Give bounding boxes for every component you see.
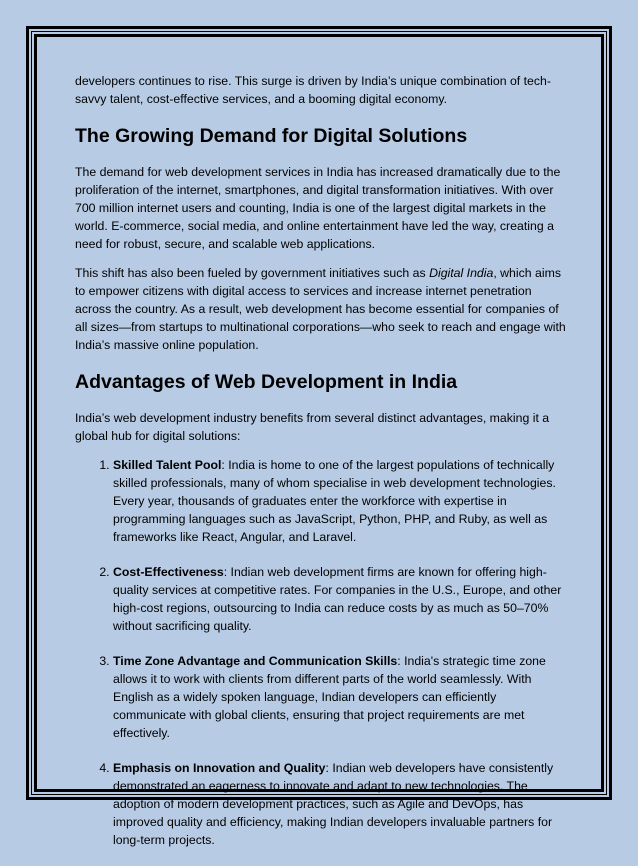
demand-paragraph-2 (75, 264, 571, 354)
document-body (75, 72, 571, 866)
digital-india-emphasis: Digital India (429, 266, 494, 280)
list-item (113, 759, 571, 849)
list-item (113, 563, 571, 635)
list-item-term: Skilled Talent Pool (113, 458, 222, 472)
demand-paragraph-2-end: , which aims to empower citizens with digital access to services and increase internet penetration across the country. As a result, web development has become essential for companies of all sizes—from startups to multinational corporations—who seek to reach and engage with India’s massive online population. (75, 266, 566, 352)
list-item-text: : India's strategic time zone allows it to work with clients from different parts of the world seamlessly. With English as a widely spoken language, Indian developers can efficiently communicate with global clients, ensuring that project requirements are met effectively. (113, 654, 546, 740)
list-item-term: Time Zone Advantage and Communication Skills (113, 654, 398, 668)
advantages-intro: India’s web development industry benefits from several distinct advantages, making it a global hub for digital solutions: (75, 411, 550, 443)
demand-paragraph-2-start: This shift has also been fueled by government initiatives such as (75, 266, 430, 280)
list-item-term: Cost-Effectiveness (113, 565, 224, 579)
list-item-text: : Indian web developers have consistently demonstrated an eagerness to innovate and adapt to new technologies. The adoption of modern development practices, such as Agile and DevOps, has improved quality and efficiency, making Indian developers invaluable partners for long-term projects. (113, 761, 554, 847)
demand-paragraph-1: The demand for web development services in India has increased dramatically due to the proliferation of the internet, smartphones, and digital transformation initiatives. With over 700 million internet users and counting, India is one of the largest digital markets in the world. E-commerce, social media, and online entertainment have led the way, creating a need for robust, secure, and scalable web applications. (75, 165, 561, 251)
intro-paragraph: developers continues to rise. This surge is driven by India’s unique combination of tech-savvy talent, cost-effective services, and a booming digital economy. (75, 74, 551, 106)
section-heading-advantages: Advantages of Web Development in India (75, 371, 458, 393)
list-item-text: : India is home to one of the largest populations of technically skilled professionals, many of whom specialise in web development technologies. Every year, thousands of graduates enter the workforce with expertise in programming languages such as JavaScript, Python, PHP, and Ruby, as well as frameworks like React, Angular, and Laravel. (113, 458, 556, 544)
list-item-term: Emphasis on Innovation and Quality (113, 761, 326, 775)
list-item (113, 652, 571, 742)
list-item-text: : Indian web development firms are known for offering high-quality services at competitive rates. For companies in the U.S., Europe, and other high-cost regions, outsourcing to India can reduce costs by as much as 50–70% without sacrificing quality. (113, 565, 562, 633)
advantages-list (75, 456, 571, 849)
list-item (113, 456, 571, 546)
section-heading-demand: The Growing Demand for Digital Solutions (75, 125, 468, 147)
